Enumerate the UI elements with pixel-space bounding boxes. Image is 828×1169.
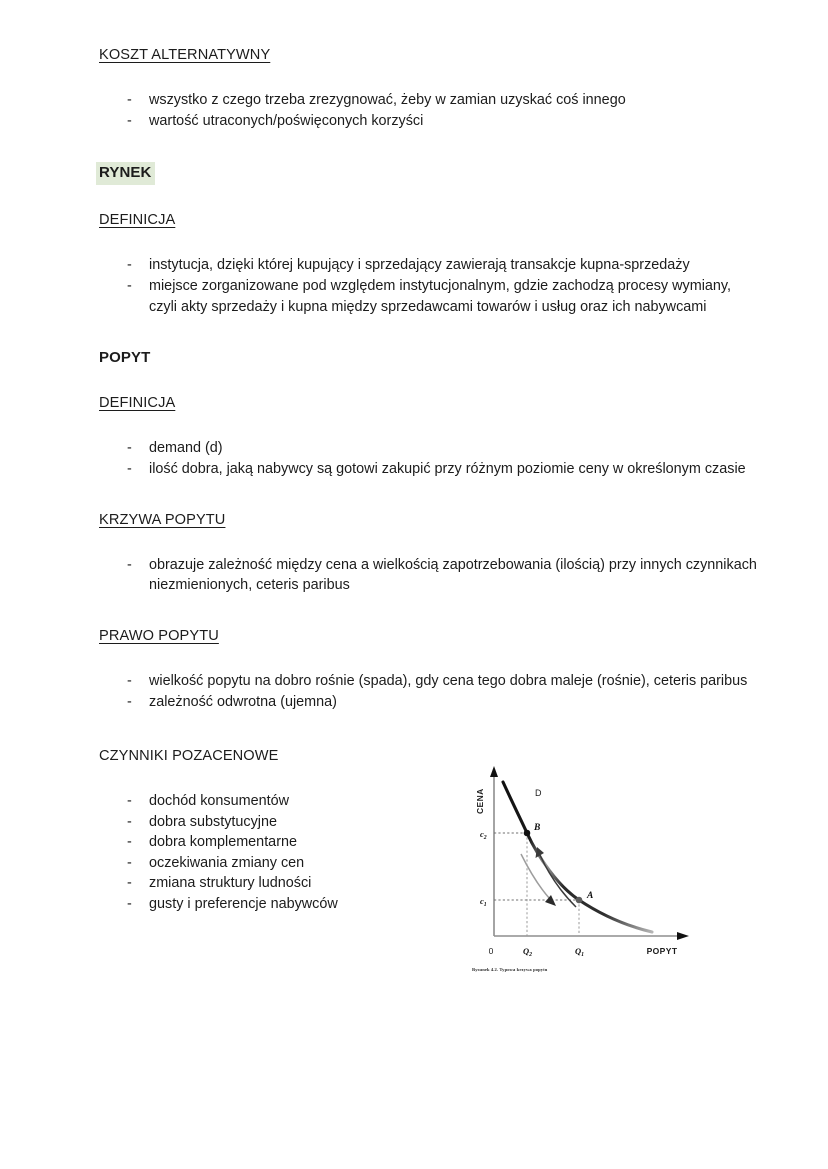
y-tick-label-c2: $c_2$ bbox=[480, 829, 487, 841]
list-item bbox=[99, 255, 759, 276]
figure-demand-curve bbox=[466, 762, 704, 990]
list-item-text: dobra substytucyjne bbox=[149, 813, 277, 830]
curve-label-d: D bbox=[535, 788, 542, 798]
bullet-marker: - bbox=[127, 92, 132, 108]
point-label-b: B bbox=[534, 823, 541, 833]
list-item-text: wartość utraconych/poświęconych korzyści bbox=[149, 113, 424, 129]
list-item-text: demand (d) bbox=[149, 439, 223, 456]
section-popyt bbox=[99, 348, 759, 368]
list-item bbox=[99, 276, 759, 317]
bullet-marker: - bbox=[127, 793, 132, 809]
section-koszt-alternatywny bbox=[99, 45, 759, 65]
bullet-list-definicja-popyt bbox=[99, 438, 759, 480]
bullet-marker: - bbox=[127, 460, 132, 477]
x-tick-label-q2: $Q_2$ bbox=[523, 946, 533, 958]
section-heading-bold: POPYT bbox=[99, 348, 151, 366]
bullet-marker: - bbox=[127, 854, 132, 871]
demand-curve-path bbox=[503, 782, 652, 932]
list-item bbox=[99, 692, 759, 713]
bullet-marker: - bbox=[127, 278, 132, 294]
section-rynek bbox=[99, 162, 759, 185]
bullet-marker: - bbox=[127, 556, 132, 573]
section-definicja-rynek bbox=[99, 210, 759, 230]
section-heading: DEFINICJA bbox=[99, 212, 176, 228]
bullet-list-krzywa-popytu bbox=[99, 555, 759, 596]
bullet-marker: - bbox=[127, 257, 132, 273]
spacer bbox=[99, 318, 759, 348]
list-item-text: wszystko z czego trzeba zrezygnować, żeby w zamian uzyskać coś innego bbox=[149, 92, 626, 108]
list-item-text: dobra komplementarne bbox=[149, 834, 297, 850]
arrow-b-to-a-head bbox=[545, 895, 556, 906]
spacer bbox=[99, 230, 759, 255]
arrow-b-to-a-shaft bbox=[521, 854, 550, 899]
origin-label: 0 bbox=[488, 946, 494, 956]
y-tick-label-c1: $c_1$ bbox=[480, 896, 487, 908]
list-item bbox=[99, 459, 759, 480]
spacer bbox=[99, 185, 759, 210]
spacer bbox=[99, 132, 759, 162]
bullet-list-koszt-alternatywny bbox=[99, 90, 759, 132]
y-axis-label: CENA bbox=[475, 788, 485, 814]
section-definicja-popyt bbox=[99, 393, 759, 413]
x-tick-label-q1: $Q_1$ bbox=[575, 946, 585, 958]
bullet-marker: - bbox=[127, 673, 132, 689]
list-item bbox=[99, 111, 759, 132]
bullet-list-prawo-popytu bbox=[99, 671, 759, 713]
demand-curve-chart bbox=[466, 762, 704, 967]
point-a-marker bbox=[576, 897, 583, 904]
x-axis-label: POPYT bbox=[646, 946, 678, 956]
y-axis-arrowhead bbox=[490, 766, 498, 777]
bullet-marker: - bbox=[127, 813, 132, 830]
spacer bbox=[99, 413, 759, 438]
spacer bbox=[99, 368, 759, 393]
spacer bbox=[99, 530, 759, 555]
list-item-text: wielkość popytu na dobro rośnie (spada), gdy cena tego dobra maleje (rośnie), ceteris paribus bbox=[149, 673, 748, 689]
bullet-marker: - bbox=[127, 694, 132, 710]
bullet-list-definicja-rynek bbox=[99, 255, 759, 317]
list-item bbox=[99, 90, 759, 111]
bullet-marker: - bbox=[127, 439, 132, 456]
section-heading: KOSZT ALTERNATYWNY bbox=[99, 47, 271, 63]
spacer bbox=[99, 65, 759, 90]
list-item-text: ilość dobra, jaką nabywcy są gotowi zakupić przy różnym poziomie ceny w określonym czasie bbox=[149, 460, 746, 477]
list-item-text: instytucja, dzięki której kupujący i sprzedający zawierają transakcje kupna-sprzedaży bbox=[149, 257, 690, 273]
point-label-a: A bbox=[587, 891, 594, 901]
list-item-text: miejsce zorganizowane pod względem instytucjonalnym, gdzie zachodzą procesy wymiany, czyli akty sprzedaży i kupna między sprzedawcami towarów i usług oraz ich nabywcami bbox=[149, 278, 732, 315]
list-item bbox=[99, 555, 759, 596]
section-heading-plain: CZYNNIKI POZACENOWE bbox=[99, 748, 279, 764]
bullet-marker: - bbox=[127, 113, 132, 129]
section-krzywa-popytu bbox=[99, 510, 759, 530]
bullet-marker: - bbox=[127, 895, 132, 912]
list-item-text: dochód konsumentów bbox=[149, 793, 289, 809]
section-heading: PRAWO POPYTU bbox=[99, 628, 219, 644]
point-b-marker bbox=[524, 830, 531, 837]
section-heading: DEFINICJA bbox=[99, 394, 176, 411]
spacer bbox=[99, 480, 759, 510]
spacer bbox=[99, 713, 759, 746]
section-heading: KRZYWA POPYTU bbox=[99, 511, 226, 528]
section-heading-highlighted: RYNEK bbox=[96, 162, 155, 185]
section-prawo-popytu bbox=[99, 626, 759, 646]
spacer bbox=[99, 646, 759, 671]
list-item-text: zależność odwrotna (ujemna) bbox=[149, 694, 337, 710]
list-item-text: gusty i preferencje nabywców bbox=[149, 895, 338, 912]
list-item-text: zmiana struktury ludności bbox=[149, 875, 312, 891]
list-item-text: obrazuje zależność między cena a wielkością zapotrzebowania (ilością) przy innych czynnikach niezmienionych, ceteris paribus bbox=[149, 556, 757, 593]
x-axis-arrowhead bbox=[677, 932, 689, 940]
figure-caption: Rysunek 4.2. Typowa krzywa popytu bbox=[472, 967, 548, 972]
bullet-marker: - bbox=[127, 834, 132, 850]
bullet-marker: - bbox=[127, 875, 132, 891]
spacer bbox=[99, 596, 759, 626]
list-item bbox=[99, 671, 759, 692]
list-item bbox=[99, 438, 759, 459]
list-item-text: oczekiwania zmiany cen bbox=[149, 854, 305, 871]
